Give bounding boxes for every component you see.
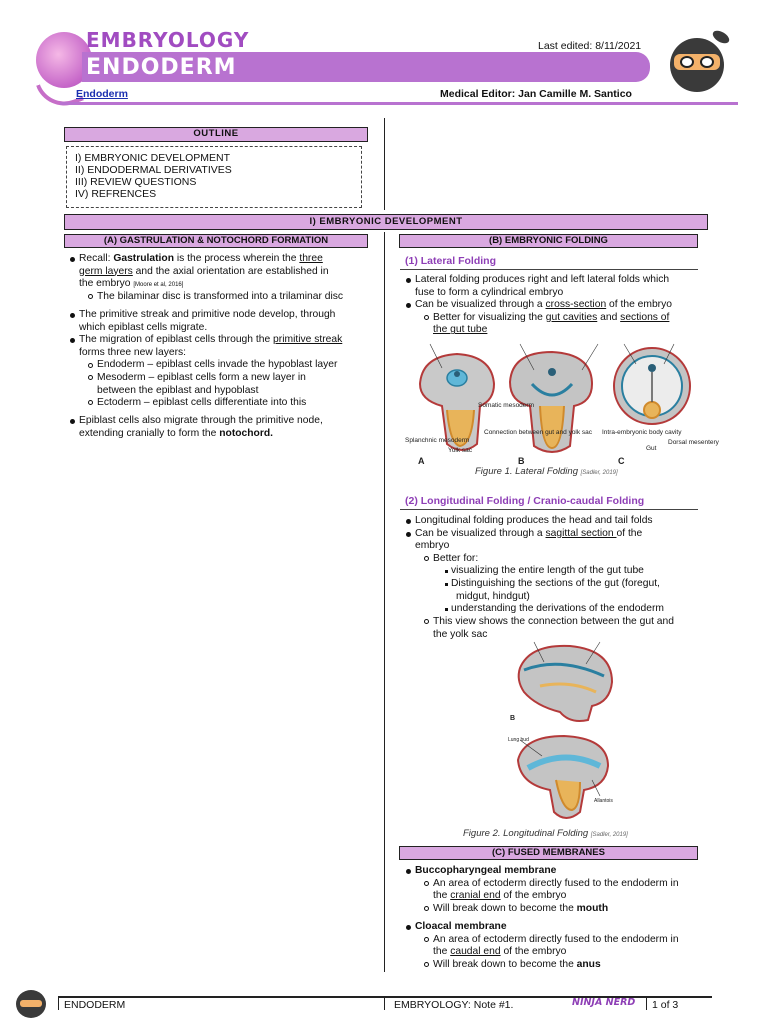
text: Better for: <box>433 552 479 564</box>
text: which epiblast cells migrate. <box>79 321 208 333</box>
term-cloacal: Cloacal membrane <box>415 921 507 932</box>
fig1-label-a: A <box>418 456 425 466</box>
outline-heading: OUTLINE <box>64 127 368 142</box>
text: the yolk sac <box>433 628 488 640</box>
column-divider-top <box>384 118 385 210</box>
term-buccopharyngeal: Buccopharyngeal membrane <box>415 865 557 876</box>
fig1-label-gut: Gut <box>646 445 657 452</box>
text: Distinguishing the sections of the gut (foregut, <box>451 578 660 589</box>
text: Ectoderm – epiblast cells differentiate into this <box>97 397 307 409</box>
text: the <box>433 890 451 902</box>
underlined-term: three <box>299 253 323 264</box>
bullet-icon <box>406 519 411 524</box>
bullet-icon <box>406 869 411 874</box>
caption-source: [Sadler, 2019] <box>580 470 618 476</box>
fig2-label-allantois: Allantois <box>594 798 613 804</box>
text: and the axial orientation are established in <box>132 265 329 277</box>
text: visualizing the entire length of the gut tube <box>451 565 644 577</box>
underlined-term: germ layers <box>79 265 133 277</box>
page-title: ENDODERM <box>86 55 237 80</box>
last-edited-date: Last edited: 8/11/2021 <box>538 40 642 52</box>
underlined-term: sections of <box>620 311 670 323</box>
text: of the embryo <box>500 946 567 958</box>
sub-bullet-icon <box>424 619 429 624</box>
sub-bullet-icon <box>424 906 429 911</box>
text: An area of ectoderm directly fused to the endoderm in <box>433 933 679 945</box>
footer-note: EMBRYOLOGY: Note #1. <box>394 999 514 1011</box>
text: embryo <box>415 540 450 552</box>
text: The migration of epiblast cells through the <box>79 334 274 346</box>
text: Mesoderm – epiblast cells form a new layer in <box>97 372 306 383</box>
underlined-term: gut cavities <box>545 311 598 323</box>
fig1-label-yolk: Yolk sac <box>448 447 472 454</box>
footer-ninja-band <box>20 1000 42 1007</box>
fig2-label-b: B <box>510 715 516 722</box>
bullet-icon <box>406 532 411 537</box>
bullet-icon <box>406 303 411 308</box>
text: extending cranially to form the <box>79 427 220 439</box>
fig1-label-somatic: Somatic mesoderm <box>478 402 534 409</box>
square-bullet-icon <box>445 583 448 586</box>
page-number: 1 of 3 <box>652 999 679 1011</box>
text: Can be visualized through a <box>415 527 546 539</box>
gastrulation-heading: (A) GASTRULATION & NOTOCHORD FORMATION <box>64 234 368 248</box>
text: the <box>433 946 451 958</box>
text: This view shows the connection between the gut and <box>433 616 674 627</box>
sub-bullet-icon <box>424 962 429 967</box>
underlined-term: sagittal section <box>545 527 617 539</box>
outline-item[interactable]: II) ENDODERMAL DERIVATIVES <box>75 164 232 176</box>
term-anus: anus <box>576 958 601 970</box>
underlined-term: the gut tube <box>433 324 488 336</box>
footer-divider <box>646 998 647 1010</box>
sub-bullet-icon <box>424 881 429 886</box>
text: of the <box>616 527 643 539</box>
text: forms three new layers: <box>79 346 187 358</box>
figure-1-caption <box>475 466 618 477</box>
fig1-label-intra: Intra-embryonic body cavity <box>602 429 682 436</box>
underlined-term: cross-section <box>545 299 607 311</box>
text: The bilaminar disc is transformed into a trilaminar disc <box>97 290 344 302</box>
fig2-label-lung: Lung bud <box>508 737 529 743</box>
fig1-label-c: C <box>618 456 625 466</box>
caption-text: Figure 1. Lateral Folding <box>475 466 581 477</box>
topic-link[interactable]: Endoderm <box>76 88 128 100</box>
sagittal-embryo-lower <box>518 736 608 818</box>
bullet-icon <box>70 419 75 424</box>
bullet-icon <box>70 313 75 318</box>
outline-item[interactable]: IV) REFRENCES <box>75 188 157 200</box>
lateral-folding-figure <box>402 344 719 466</box>
footer-divider <box>58 998 59 1010</box>
text: Will break down to become the <box>433 958 577 970</box>
figure-2-caption <box>463 828 628 839</box>
square-bullet-icon <box>445 608 448 611</box>
fused-membranes-heading: (C) FUSED MEMBRANES <box>399 846 698 860</box>
subsection-rule <box>400 509 698 510</box>
text: midgut, hindgut) <box>456 590 530 602</box>
text: the embryo <box>79 278 134 290</box>
sub-bullet-icon <box>88 400 93 405</box>
section-heading-embryonic-development: I) EMBRYONIC DEVELOPMENT <box>64 214 708 230</box>
outline-item[interactable]: I) EMBRYONIC DEVELOPMENT <box>75 152 230 164</box>
fig1-label-connection: Connection between gut and yolk sac <box>484 429 593 436</box>
text: Endoderm – epiblast cells invade the hypoblast layer <box>97 359 338 371</box>
sub-bullet-icon <box>88 363 93 368</box>
footer-divider <box>384 998 385 1010</box>
fig1-label-splanchnic: Splanchnic mesoderm <box>405 437 470 444</box>
bullet-icon <box>70 257 75 262</box>
caption-text: Figure 2. Longitudinal Folding <box>463 828 591 839</box>
header-rule <box>60 102 738 105</box>
longitudinal-folding-title: (2) Longitudinal Folding / Cranio-caudal Folding <box>405 495 645 507</box>
ninja-glasses-left-icon <box>680 56 694 68</box>
subsection-rule <box>400 269 698 270</box>
outline-item[interactable]: III) REVIEW QUESTIONS <box>75 176 197 188</box>
sagittal-embryo-upper <box>519 642 612 721</box>
term-mouth: mouth <box>576 902 609 914</box>
text: and <box>597 311 621 323</box>
embryonic-folding-heading: (B) EMBRYONIC FOLDING <box>399 234 698 248</box>
text: Better for visualizing the <box>433 311 546 323</box>
caption-source: [Sadler, 2019] <box>590 832 628 838</box>
course-title: EMBRYOLOGY <box>86 28 250 52</box>
text: of the embryo <box>606 299 672 311</box>
text: understanding the derivations of the endoderm <box>451 603 664 615</box>
embryo-c-drawing <box>614 348 690 424</box>
text: Can be visualized through a <box>415 299 546 311</box>
sub-bullet-icon <box>88 294 93 299</box>
medical-editor: Medical Editor: Jan Camille M. Santico <box>440 88 632 100</box>
text: between the epiblast and hypoblast <box>97 384 259 396</box>
text: The primitive streak and primitive node develop, through <box>79 309 336 320</box>
bullet-icon <box>406 278 411 283</box>
text: fuse to form a cylindrical embryo <box>415 286 564 298</box>
bullet-icon <box>406 925 411 930</box>
underlined-term: primitive streak <box>273 334 343 346</box>
ninja-nerd-logo: NINJA NERD <box>572 997 636 1008</box>
sub-bullet-icon <box>424 315 429 320</box>
underlined-term: cranial end <box>450 890 501 902</box>
bullet-icon <box>70 338 75 343</box>
longitudinal-folding-figure <box>500 640 640 825</box>
text: An area of ectoderm directly fused to the endoderm in <box>433 877 679 889</box>
text: Will break down to become the <box>433 902 577 914</box>
underlined-term: caudal end <box>450 946 501 958</box>
text: of the embryo <box>500 890 567 902</box>
text: Lateral folding produces right and left lateral folds which <box>415 274 670 285</box>
column-divider-main <box>384 232 385 972</box>
term-notochord: notochord. <box>219 427 273 439</box>
footer-topic: ENDODERM <box>64 999 126 1011</box>
sub-bullet-icon <box>88 375 93 380</box>
citation: [Moore et al, 2016] <box>133 282 184 289</box>
sub-bullet-icon <box>424 937 429 942</box>
text: Longitudinal folding produces the head and tail folds <box>415 515 653 526</box>
sub-bullet-icon <box>424 556 429 561</box>
text: Epiblast cells also migrate through the primitive node, <box>79 415 323 426</box>
lateral-folding-title: (1) Lateral Folding <box>405 255 497 267</box>
ninja-glasses-right-icon <box>700 56 714 68</box>
square-bullet-icon <box>445 570 448 573</box>
text: Recall: <box>79 253 114 264</box>
fig1-label-dorsal: Dorsal mesentery <box>668 439 719 446</box>
term-gastrulation: Gastrulation <box>113 253 174 264</box>
outline-box <box>66 146 362 208</box>
text: is the process wherein the <box>174 253 300 264</box>
fig1-label-b: B <box>518 456 525 466</box>
